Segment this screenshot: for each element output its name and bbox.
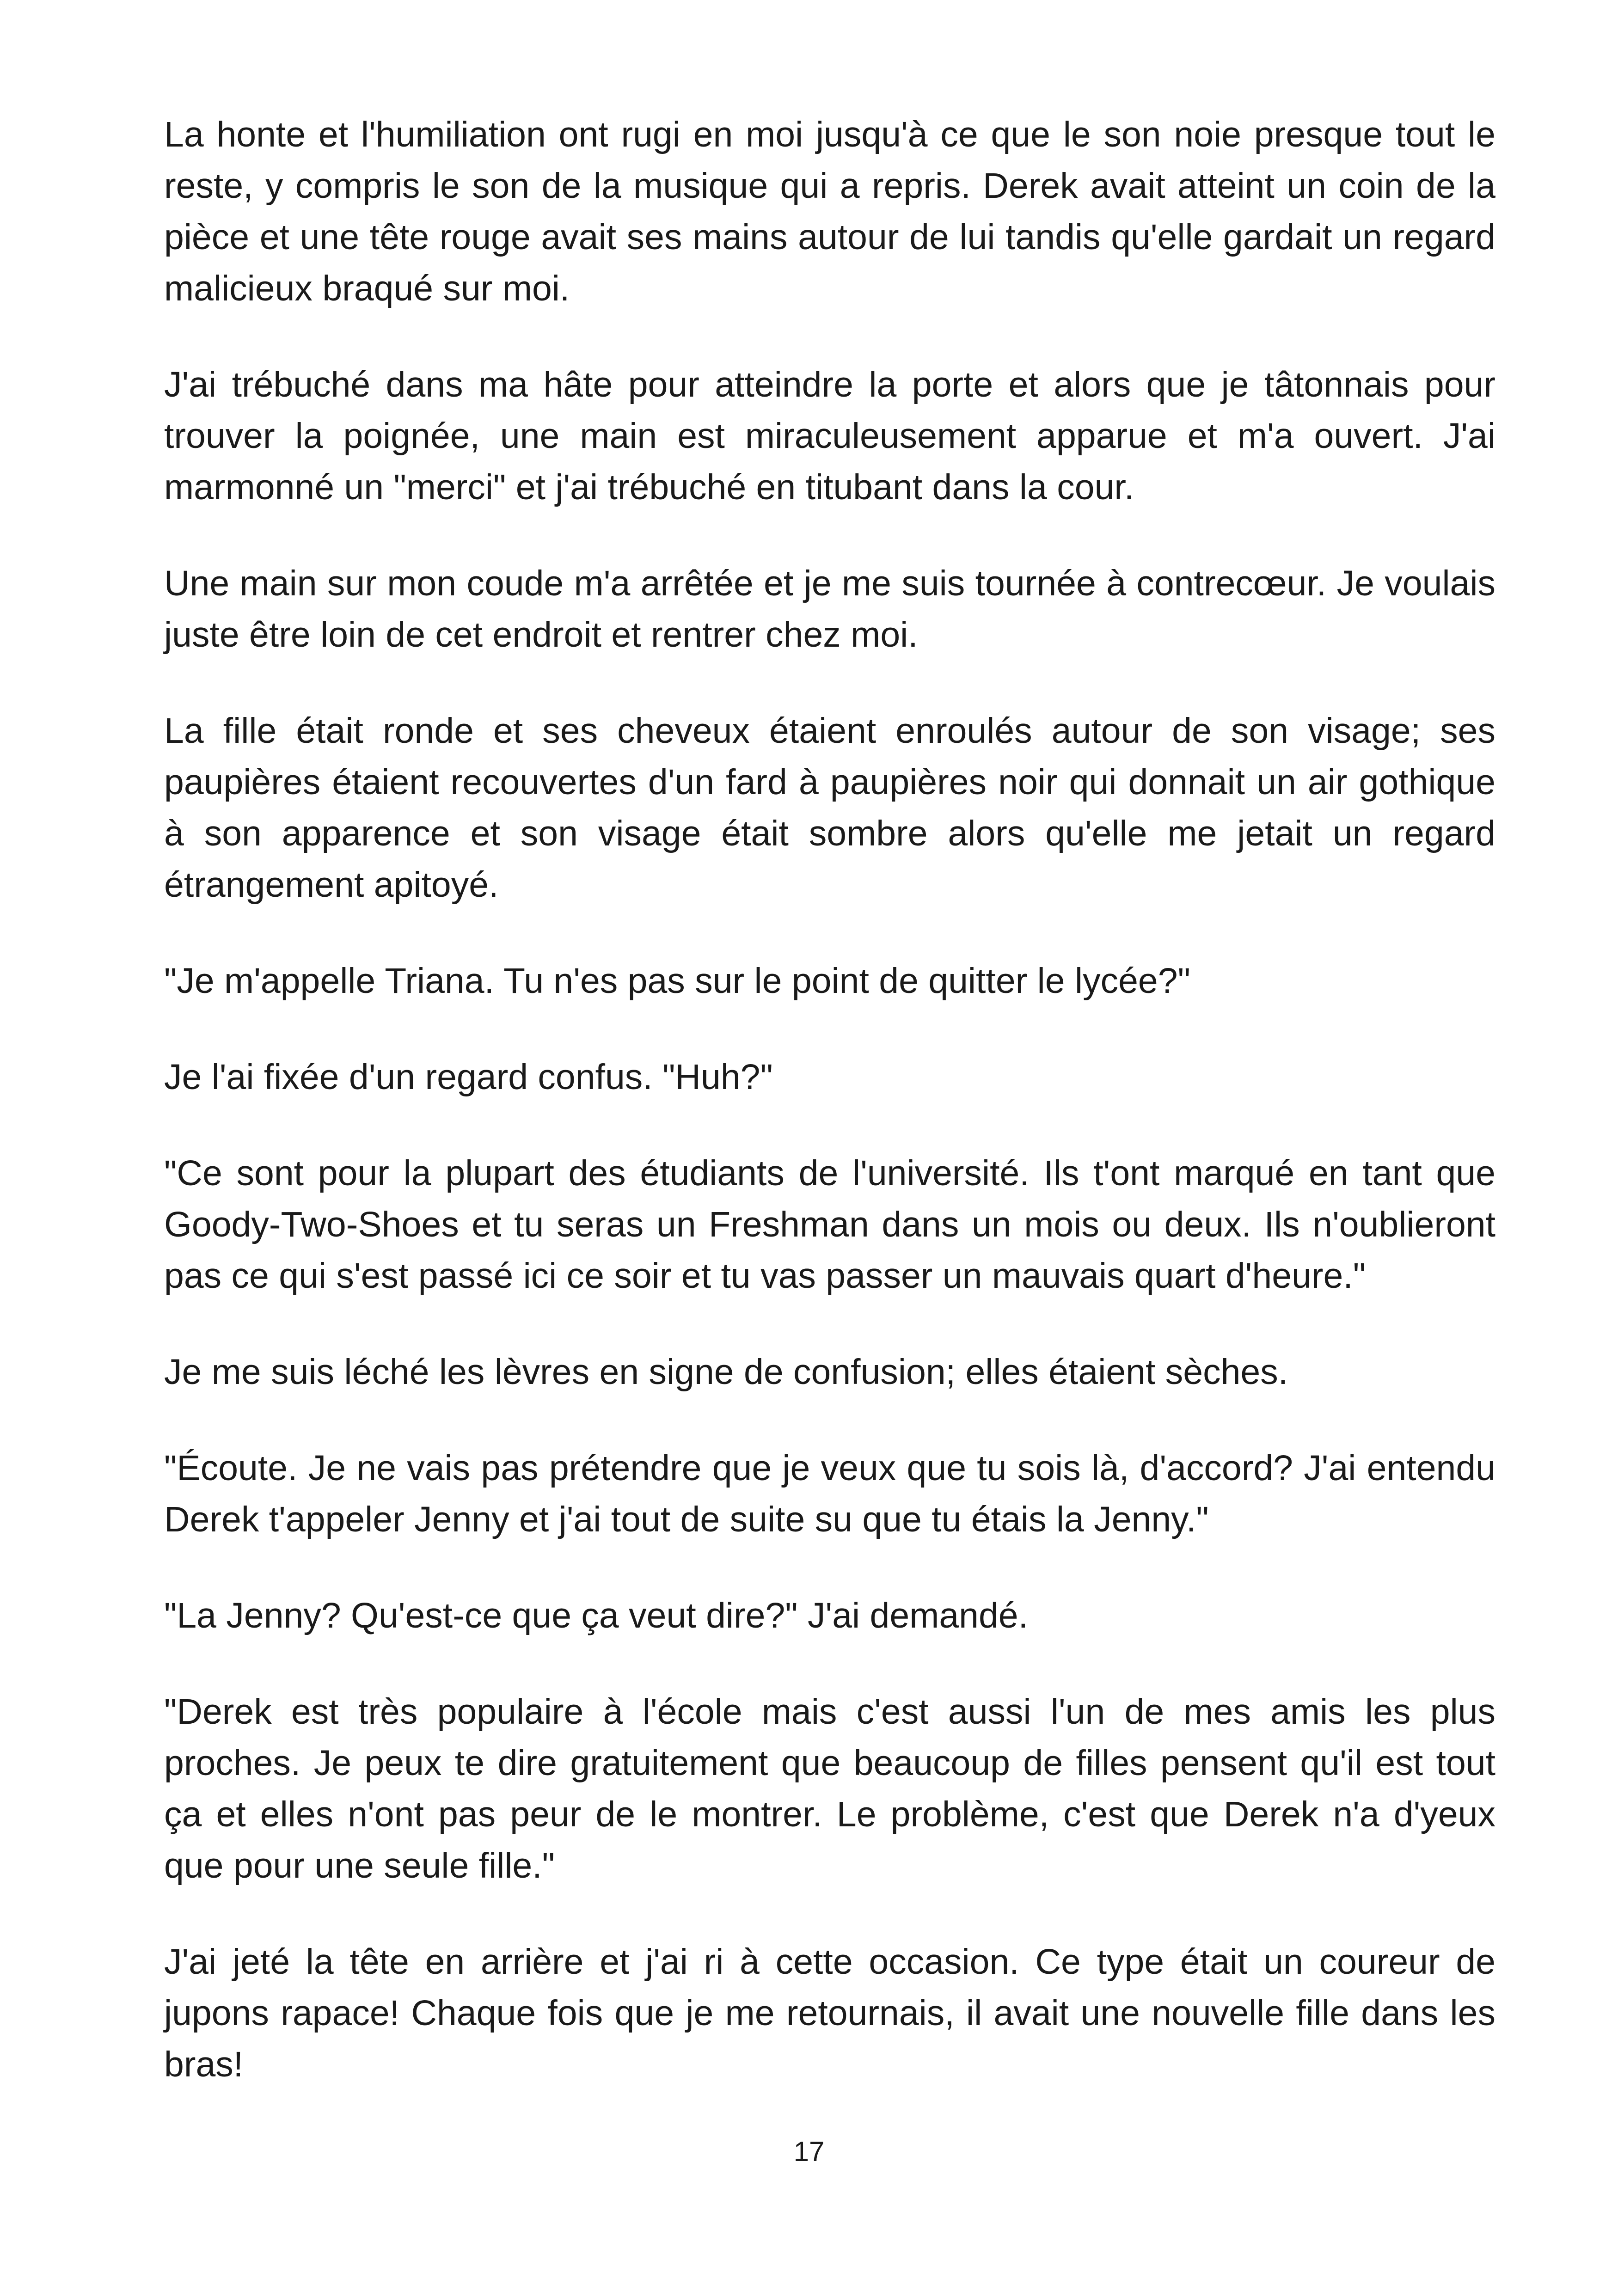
- paragraph: "Je m'appelle Triana. Tu n'es pas sur le point de quitter le lycée?": [164, 961, 1190, 1001]
- paragraph: La fille était ronde et ses cheveux étaient enroulés autour de son visage; ses paupières étaient recouvertes d'un fard à paupières noir qui donnait un air gothique à son apparence et son visage était sombre alors qu'elle me jetait un regard étrangement apitoyé.: [164, 711, 1495, 905]
- paragraph: "Derek est très populaire à l'école mais c'est aussi l'un de mes amis les plus proches. Je peux te dire gratuitement que beaucoup de filles pensent qu'il est tout ça et elles n'ont pas peur de le montrer. Le problème, c'est que Derek n'a d'yeux que pour une seule fille.": [164, 1692, 1495, 1886]
- paragraph: Une main sur mon coude m'a arrêtée et je me suis tournée à contrecœur. Je voulais juste être loin de cet endroit et rentrer chez moi.: [164, 563, 1495, 655]
- paragraph: Je me suis léché les lèvres en signe de confusion; elles étaient sèches.: [164, 1352, 1288, 1392]
- paragraph: "La Jenny? Qu'est-ce que ça veut dire?" J'ai demandé.: [164, 1596, 1029, 1635]
- paragraph: La honte et l'humiliation ont rugi en moi jusqu'à ce que le son noie presque tout le reste, y compris le son de la musique qui a repris. Derek avait atteint un coin de la pièce et une tête rouge avait ses mains autour de lui tandis qu'elle gardait un regard malicieux braqué sur moi.: [164, 115, 1495, 308]
- paragraph: "Ce sont pour la plupart des étudiants de l'université. Ils t'ont marqué en tant que Goody-Two-Shoes et tu seras un Freshman dans un mois ou deux. Ils n'oublieront pas ce qui s'est passé ici ce soir et tu vas passer un mauvais quart d'heure.": [164, 1153, 1495, 1296]
- paragraph: J'ai trébuché dans ma hâte pour atteindre la porte et alors que je tâtonnais pour trouver la poignée, une main est miraculeusement apparue et m'a ouvert. J'ai marmonné un "merci" et j'ai trébuché en titubant dans la cour.: [164, 365, 1495, 507]
- page-number: 17: [793, 2136, 825, 2167]
- paragraph: "Écoute. Je ne vais pas prétendre que je veux que tu sois là, d'accord? J'ai entendu Derek t'appeler Jenny et j'ai tout de suite su que tu étais la Jenny.": [164, 1448, 1495, 1539]
- body-text: [164, 109, 1495, 2135]
- paragraph: J'ai jeté la tête en arrière et j'ai ri à cette occasion. Ce type était un coureur de jupons rapace! Chaque fois que je me retournais, il avait une nouvelle fille dans les bras!: [164, 1942, 1495, 2084]
- paragraph: Je l'ai fixée d'un regard confus. "Huh?": [164, 1057, 773, 1097]
